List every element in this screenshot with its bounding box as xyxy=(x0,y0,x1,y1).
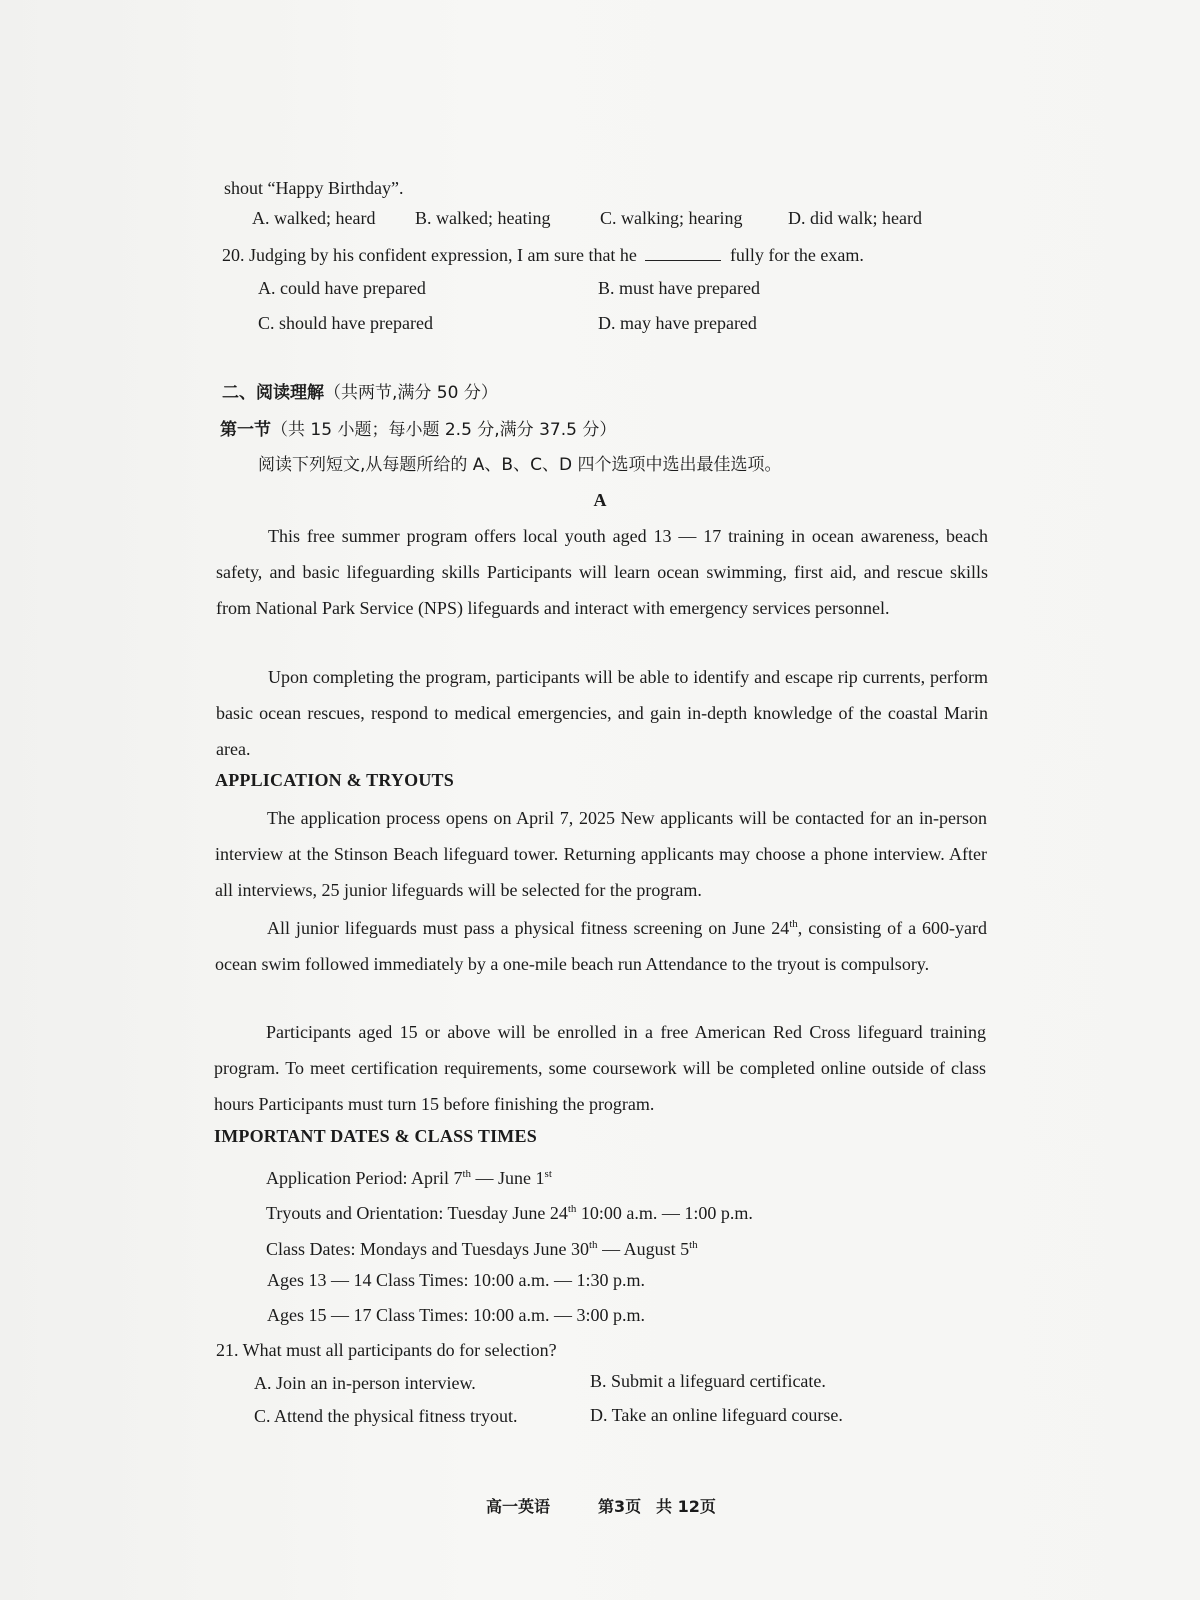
part-note: （共两节,满分 50 分） xyxy=(324,383,498,403)
d2-text-b: 10:00 a.m. — 1:00 p.m. xyxy=(576,1203,753,1223)
passage-letter: A xyxy=(593,490,607,510)
passage-paragraph-1: This free summer program offers local youth aged 13 — 17 training in ocean awareness, beach safety, and basic lifeguarding skills Participants will learn ocean swimming, first aid, and rescue skills from National Park Service (NPS) lifeguards and interact with emergency services personnel. xyxy=(216,526,988,618)
d3-text-a: Class Dates: Mondays and Tuesdays June 30 xyxy=(266,1239,589,1259)
heading-application-tryouts: APPLICATION & TRYOUTS xyxy=(215,770,454,790)
d1-text-a: Application Period: April 7 xyxy=(266,1168,463,1188)
passage-paragraph-5: Participants aged 15 or above will be enrolled in a free American Red Cross lifeguard training program. To meet certification requirements, some coursework will be completed online outside of class hours Participants must turn 15 before finishing the program. xyxy=(214,1022,986,1114)
d3-sup-2: th xyxy=(689,1239,698,1251)
sub-note: （共 15 小题；每小题 2.5 分,满分 37.5 分） xyxy=(271,420,617,440)
passage-paragraph-4 xyxy=(215,906,987,982)
q19-option-c: C. walking; hearing xyxy=(600,208,743,228)
footer-subject: 高一英语 xyxy=(486,1497,551,1516)
q20-option-d: D. may have prepared xyxy=(598,313,757,333)
d3-sup-1: th xyxy=(589,1239,598,1251)
q20-stem-before: 20. Judging by his confident expression, I am sure that he xyxy=(222,245,637,265)
date-ages-13-14: Ages 13 — 14 Class Times: 10:00 a.m. — 1:30 p.m. xyxy=(267,1270,646,1290)
q20-option-a: A. could have prepared xyxy=(258,278,426,298)
date-ages-15-17: Ages 15 — 17 Class Times: 10:00 a.m. — 3:00 p.m. xyxy=(267,1305,646,1325)
date-application-period xyxy=(266,1162,552,1190)
d1-sup-1: th xyxy=(462,1168,472,1180)
part-title: 二、阅读理解 xyxy=(222,383,324,403)
q20-option-b: B. must have prepared xyxy=(598,278,760,298)
heading-important-dates: IMPORTANT DATES & CLASS TIMES xyxy=(214,1126,537,1146)
q19-option-a: A. walked; heard xyxy=(252,208,376,228)
q19-option-d: D. did walk; heard xyxy=(788,208,922,228)
d2-sup-1: th xyxy=(567,1203,577,1215)
p4-text-b: , consisting of a 600-yard ocean swim followed immediately by a one-mile beach run Attendance to the tryout is compulsory. xyxy=(215,918,987,974)
section-instruction: 阅读下列短文,从每题所给的 A、B、C、D 四个选项中选出最佳选项。 xyxy=(258,455,782,475)
d1-sup-2: st xyxy=(544,1168,552,1180)
q21-option-d: D. Take an online lifeguard course. xyxy=(590,1405,843,1425)
q19-option-b: B. walked; heating xyxy=(415,208,551,228)
passage-paragraph-3: The application process opens on April 7, 2025 New applicants will be contacted for an in-person interview at the Stinson Beach lifeguard tower. Returning applicants may choose a phone interview. After all interviews, 25 junior lifeguards will be selected for the program. xyxy=(215,808,987,900)
q21-option-a: A. Join an in-person interview. xyxy=(254,1373,476,1393)
section-part-heading xyxy=(222,381,498,405)
date-tryouts-orientation xyxy=(266,1197,753,1225)
d2-text-a: Tryouts and Orientation: Tuesday June 24 xyxy=(266,1203,568,1223)
p4-text-a: All junior lifeguards must pass a physical fitness screening on June 24 xyxy=(267,918,790,938)
q20-option-c: C. should have prepared xyxy=(258,313,433,333)
passage-paragraph-2: Upon completing the program, participants will be able to identify and escape rip currents, perform basic ocean rescues, respond to medical emergencies, and gain in-depth knowledge of the coastal Marin area. xyxy=(216,667,988,759)
q20-stem-after: fully for the exam. xyxy=(729,245,864,265)
footer-page-number: 第3页 xyxy=(598,1497,642,1516)
q21-stem: 21. What must all participants do for selection? xyxy=(216,1340,557,1360)
p4-superscript: th xyxy=(789,918,798,930)
section-sub-heading xyxy=(220,418,616,442)
q21-option-b: B. Submit a lifeguard certificate. xyxy=(590,1371,826,1391)
q19-continued-text: shout “Happy Birthday”. xyxy=(224,178,404,198)
q21-option-c: C. Attend the physical fitness tryout. xyxy=(254,1406,518,1426)
footer-total-pages: 共 12页 xyxy=(656,1497,716,1516)
q20-stem xyxy=(222,243,864,267)
d3-text-b: — August 5 xyxy=(597,1239,690,1259)
sub-title: 第一节 xyxy=(220,420,271,440)
date-class-dates xyxy=(266,1233,698,1261)
d1-text-b: — June 1 xyxy=(471,1168,545,1188)
q20-blank xyxy=(645,244,721,261)
